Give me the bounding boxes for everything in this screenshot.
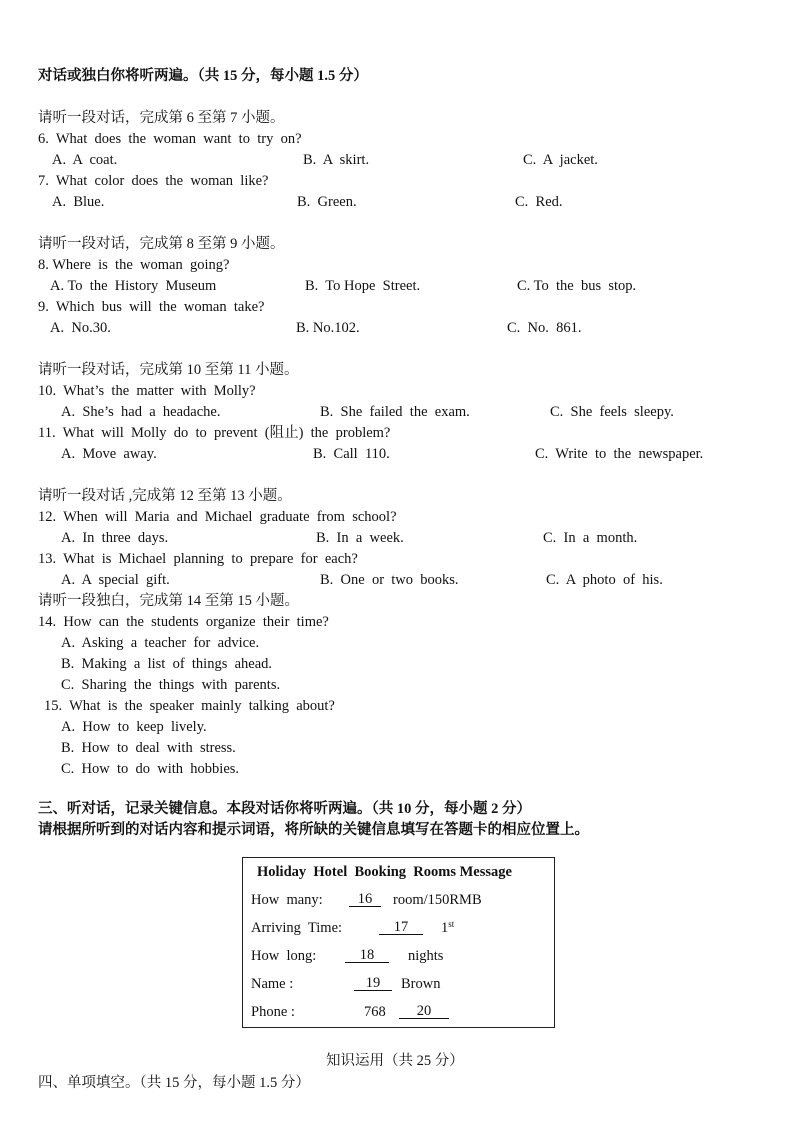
blank-17: 17: [379, 919, 423, 935]
option-14b: B. Making a list of things ahead.: [61, 656, 273, 672]
option-14c: C. Sharing the things with parents.: [61, 677, 281, 693]
option-7b: B. Green.: [297, 194, 357, 210]
option-9c: C. No. 861.: [507, 320, 582, 336]
question-15: 15. What is the speaker mainly talking about?: [44, 698, 335, 714]
table-title: Holiday Hotel Booking Rooms Message: [257, 864, 512, 880]
row-before-phone: 768: [364, 1004, 386, 1020]
option-15a: A. How to keep lively.: [61, 719, 207, 735]
option-10b: B. She failed the exam.: [320, 404, 470, 420]
section3-subtitle: 请根据所听到的对话内容和提示词语，将所缺的关键信息填写在答题卡的相应位置上。: [38, 822, 589, 838]
group-instruction: 请听一段对话，完成第 8 至第 9 小题。: [38, 236, 285, 252]
blank-20: 20: [399, 1003, 449, 1019]
option-6a: A. A coat.: [52, 152, 118, 168]
question-10: 10. What’s the matter with Molly?: [38, 383, 256, 399]
option-9b: B. No.102.: [296, 320, 360, 336]
blank-18: 18: [345, 947, 389, 963]
option-8c: C. To the bus stop.: [517, 278, 637, 294]
row-after-how-many: room/150RMB: [393, 892, 482, 908]
option-13b: B. One or two books.: [320, 572, 459, 588]
option-10c: C. She feels sleepy.: [550, 404, 674, 420]
option-12c: C. In a month.: [543, 530, 638, 546]
group-instruction: 请听一段对话 ,完成第 12 至第 13 小题。: [38, 488, 292, 504]
option-12a: A. In three days.: [61, 530, 169, 546]
question-12: 12. When will Maria and Michael graduate from school?: [38, 509, 397, 525]
option-13c: C. A photo of his.: [546, 572, 663, 588]
option-9a: A. No.30.: [50, 320, 111, 336]
knowledge-heading: 知识运用（共 25 分）: [326, 1053, 464, 1069]
row-label-phone: Phone :: [251, 1004, 295, 1020]
blank-19: 19: [354, 975, 392, 991]
option-8a: A. To the History Museum: [50, 278, 217, 294]
option-8b: B. To Hope Street.: [305, 278, 421, 294]
row-label-name: Name :: [251, 976, 294, 992]
option-6c: C. A jacket.: [523, 152, 598, 168]
question-7: 7. What color does the woman like?: [38, 173, 269, 189]
question-14: 14. How can the students organize their time?: [38, 614, 329, 630]
option-15c: C. How to do with hobbies.: [61, 761, 240, 777]
monologue-instruction: 请听一段独白，完成第 14 至第 15 小题。: [38, 593, 299, 609]
question-8: 8. Where is the woman going?: [38, 257, 230, 273]
question-6: 6. What does the woman want to try on?: [38, 131, 302, 147]
option-15b: B. How to deal with stress.: [61, 740, 236, 756]
booking-message-table: [242, 857, 555, 1028]
option-6b: B. A skirt.: [303, 152, 370, 168]
row-label-how-long: How long:: [251, 948, 317, 964]
option-11b: B. Call 110.: [313, 446, 390, 462]
option-11c: C. Write to the newspaper.: [535, 446, 704, 462]
question-13: 13. What is Michael planning to prepare for each?: [38, 551, 358, 567]
row-after-how-long: nights: [408, 948, 444, 964]
question-11: 11. What will Molly do to prevent (阻止) the problem?: [38, 425, 391, 441]
section-intro: 对话或独白你将听两遍。（共 15 分，每小题 1.5 分）: [38, 68, 368, 84]
option-13a: A. A special gift.: [61, 572, 170, 588]
section4-title: 四、单项填空。（共 15 分，每小题 1.5 分）: [38, 1075, 310, 1091]
group-instruction: 请听一段对话，完成第 10 至第 11 小题。: [38, 362, 299, 378]
row-after-name: Brown: [401, 976, 441, 992]
row-label-how-many: How many:: [251, 892, 323, 908]
section3-title: 三、听对话，记录关键信息。本段对话你将听两遍。（共 10 分，每小题 2 分）: [38, 801, 531, 817]
question-9: 9. Which bus will the woman take?: [38, 299, 265, 315]
option-10a: A. She’s had a headache.: [61, 404, 221, 420]
option-11a: A. Move away.: [61, 446, 157, 462]
row-label-arriving-time: Arriving Time:: [251, 920, 343, 936]
option-14a: A. Asking a teacher for advice.: [61, 635, 260, 651]
option-7c: C. Red.: [515, 194, 563, 210]
row-after-arriving-time: 1st: [441, 919, 455, 936]
option-7a: A. Blue.: [52, 194, 105, 210]
option-12b: B. In a week.: [316, 530, 404, 546]
group-instruction: 请听一段对话，完成第 6 至第 7 小题。: [38, 110, 285, 126]
blank-16: 16: [349, 891, 381, 907]
